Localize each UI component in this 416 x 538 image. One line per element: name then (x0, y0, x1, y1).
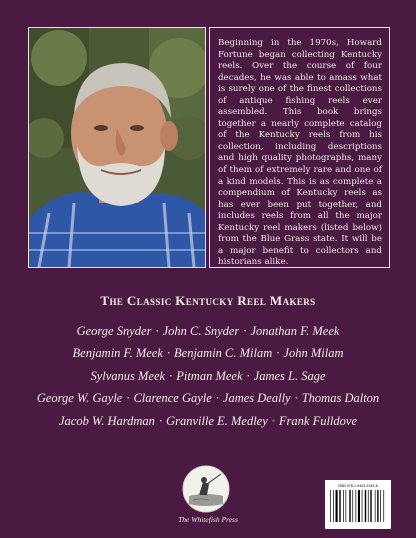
book-description: Beginning in the 1970s, Howard Fortune began collecting Kentucky reels. Over the course of four decades, he was able to amass what is surely one of the finest collections of antique fishing reels ever assembled. This book brings together a nearly complete catalog of the Kentucky reels from his collection, including descriptions and high quality photographs, many of them of extremely rare and one of a kind models. This is as complete a compendium of Kentucky reels as has ever been put together, and includes reels from all the major Kentucky reel makers (listed below) from the Blue Grass state. It will be a major benefit to collectors and historians alike. (218, 38, 382, 268)
name-separator: · (166, 346, 171, 361)
isbn-barcode (325, 480, 391, 529)
makers-list (36, 320, 380, 433)
name-separator: · (126, 391, 130, 406)
name-separator: · (294, 391, 298, 406)
maker-name: James Deally (222, 391, 291, 406)
barcode-bar (358, 490, 360, 522)
barcode-bar (377, 490, 378, 522)
description-box (209, 27, 390, 268)
barcode-bar (330, 490, 331, 522)
barcode-bar (365, 490, 366, 522)
name-separator: · (215, 391, 219, 406)
barcode-bar (370, 490, 371, 522)
maker-name: John Milam (283, 346, 344, 361)
barcode-bar (336, 490, 338, 522)
name-separator: · (276, 346, 280, 361)
maker-name: George Snyder (76, 323, 152, 338)
makers-row (36, 388, 380, 411)
maker-name: Benjamin C. Milam (174, 346, 273, 361)
name-separator: · (169, 368, 173, 383)
whitefish-press-logo (181, 464, 231, 514)
maker-name: Pitman Meek (176, 368, 243, 383)
maker-name: Jacob W. Hardman (58, 413, 155, 428)
barcode-bar (356, 490, 357, 522)
maker-name: James L. Sage (253, 368, 326, 383)
makers-row (40, 365, 376, 388)
makers-row (40, 410, 376, 433)
barcode-bar (346, 490, 347, 522)
maker-name: Thomas Dalton (301, 391, 380, 406)
maker-name: George W. Gayle (36, 391, 123, 406)
barcode-bar (352, 490, 353, 522)
barcode-bar (380, 490, 381, 522)
barcode-bar (349, 490, 350, 522)
name-separator: · (243, 323, 247, 338)
barcode-bar (368, 490, 369, 522)
makers-row (40, 320, 376, 343)
maker-name: Granville E. Medley (166, 413, 268, 428)
maker-name: Benjamin F. Meek (72, 346, 163, 361)
barcode-bar (333, 490, 334, 522)
publisher-name: The Whitefish Press (178, 515, 238, 524)
barcode-bar (343, 490, 344, 522)
name-separator: · (158, 413, 163, 428)
author-photo (28, 27, 206, 268)
makers-heading: The Classic Kentucky Reel Makers (100, 293, 316, 308)
maker-name: Frank Fulldove (278, 413, 357, 428)
barcode-bar (375, 490, 376, 522)
makers-row (40, 343, 376, 366)
barcode-bar (339, 490, 340, 522)
maker-name: John C. Snyder (162, 323, 240, 338)
maker-name: Clarence Gayle (133, 391, 212, 406)
name-separator: · (271, 413, 275, 428)
barcode-isbn-label: ISBN 978-1-9403-5345-8 (338, 484, 378, 488)
name-separator: · (246, 368, 250, 383)
maker-name: Jonathan F. Meek (250, 323, 340, 338)
barcode-bar (383, 490, 384, 522)
name-separator: · (155, 323, 159, 338)
barcode-bar (362, 490, 363, 522)
maker-name: Sylvanus Meek (90, 368, 166, 383)
